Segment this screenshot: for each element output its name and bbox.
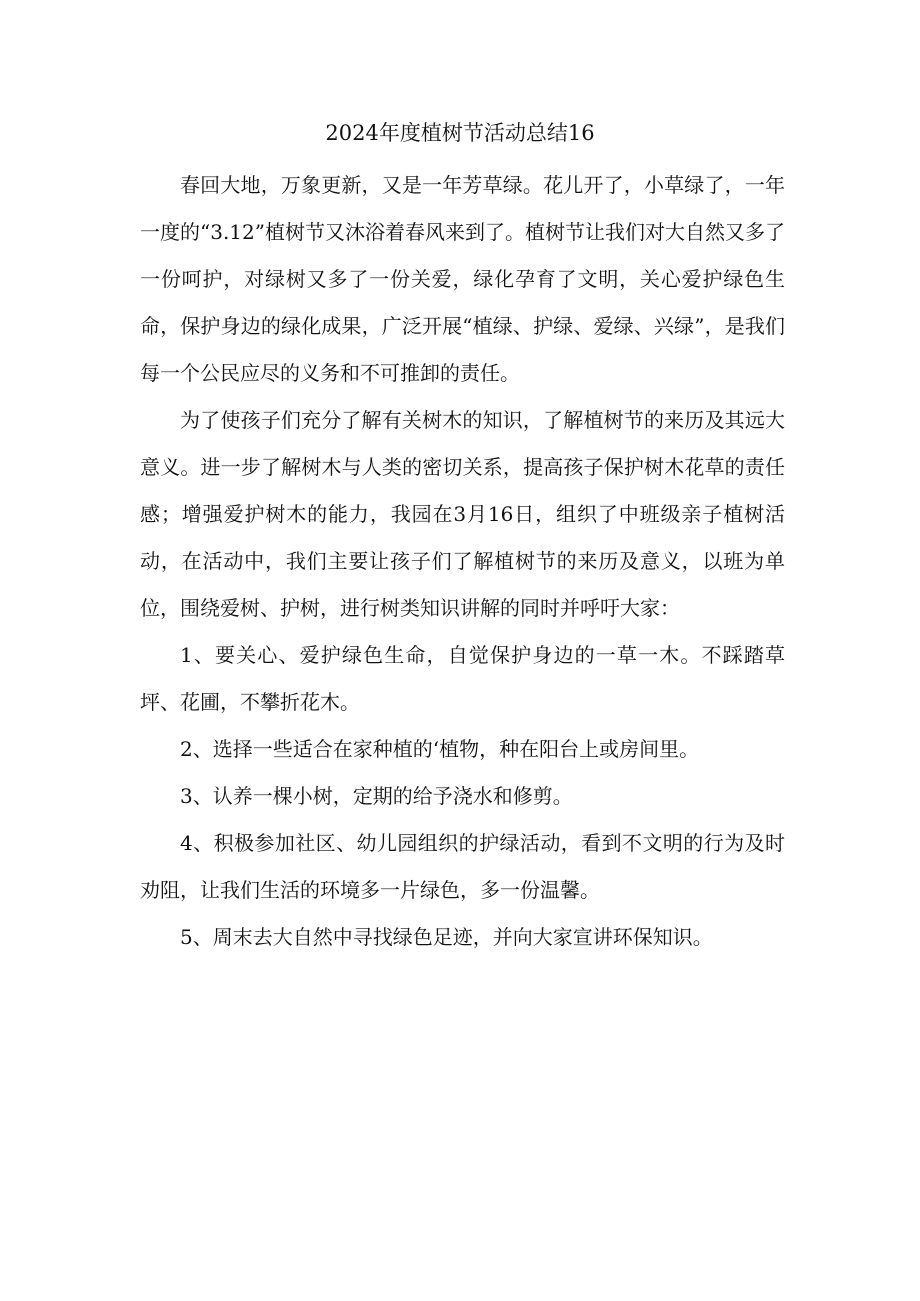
list-item-1: 1、要关心、爱护绿色生命，自觉保护身边的一草一木。不踩踏草坪、花圃，不攀折花木。 <box>140 643 785 714</box>
document-body <box>140 162 785 961</box>
list-item-4: 4、积极参加社区、幼儿园组织的护绿活动，看到不文明的行为及时劝阻，让我们生活的环境多一片绿色，多一份温馨。 <box>140 831 785 902</box>
paragraph-intro: 春回大地，万象更新，又是一年芳草绿。花儿开了，小草绿了，一年一度的“3.12”植树节又沐浴着春风来到了。植树节让我们对大自然又多了一份呵护，对绿树又多了一份关爱，绿化孕育了文明，关心爱护绿色生命，保护身边的绿化成果，广泛开展“植绿、护绿、爱绿、兴绿”，是我们每一个公民应尽的义务和不可推卸的责任。 <box>140 173 785 385</box>
list-item-3: 3、认养一棵小树，定期的给予浇水和修剪。 <box>180 784 573 808</box>
list-item-5: 5、周末去大自然中寻找绿色足迹，并向大家宣讲环保知识。 <box>180 925 713 949</box>
list-item-2: 2、选择一些适合在家种植的‘植物，种在阳台上或房间里。 <box>180 737 700 761</box>
paragraph-purpose: 为了使孩子们充分了解有关树木的知识，了解植树节的来历及其远大意义。进一步了解树木与人类的密切关系，提高孩子保护树木花草的责任感；增强爱护树木的能力，我园在3月16日，组织了中班级亲子植树活动，在活动中，我们主要让孩子们了解植树节的来历及意义，以班为单位，围绕爱树、护树，进行树类知识讲解的同时并呼吁大家： <box>140 408 785 620</box>
document-title: 2024年度植树节活动总结16 <box>325 121 595 145</box>
